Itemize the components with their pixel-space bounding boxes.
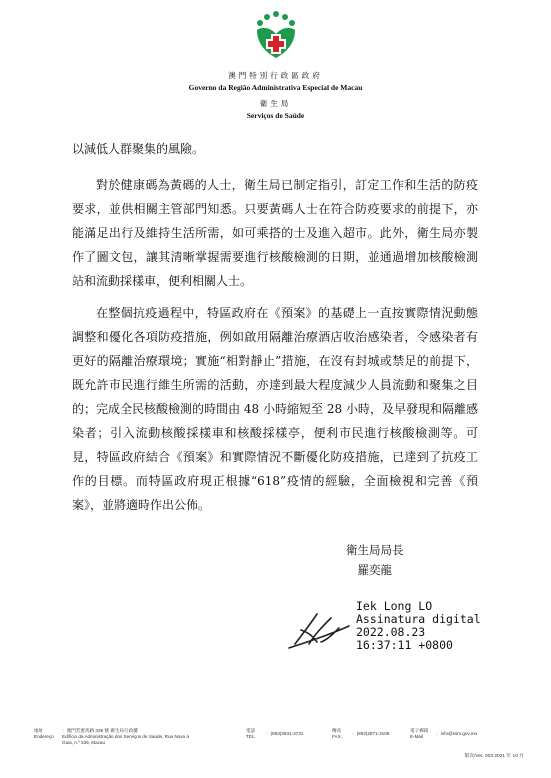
paragraph-1: 以減低人群聚集的風險。 <box>72 142 205 156</box>
footer-tel-label-pt: TEL. <box>246 734 256 739</box>
dept-name-zh: 衛生局 <box>259 99 292 108</box>
digital-sig-line-2: Assinatura digital <box>356 612 481 626</box>
footer-version: 版次/Ver. 003 2021 年 10 月 <box>464 754 524 759</box>
footer-fax-label-zh: 傳真 <box>332 728 342 733</box>
digital-sig-line-3: 2022.08.23 <box>356 625 426 639</box>
signatory-block <box>346 540 404 580</box>
footer-fax: (853)2871-3105 <box>356 731 390 736</box>
footer-email-label-pt: E-Mail <box>410 734 424 739</box>
paragraph-2: 對於健康碼為黃碼的人士，衛生局已制定指引，訂定工作和生活的防疫要求，並供相關主管部門知悉。只要黃碼人士在符合防疫要求的前提下，亦能滿足出行及維持生活所需，如可乘搭的士及進入超市。此外，衛生局亦製作了圖文包，讓其清晰掌握需要進行核酸檢測的日期，並通過增加核酸檢測站和流動採樣車，便利相關人士。 <box>72 178 478 288</box>
footer-address-pt-1: Edifício da Administração dos Serviços de Saúde, Rua Nova à <box>62 734 189 739</box>
footer-address-label-zh: 地址 <box>34 728 44 733</box>
digital-signature-stamp <box>356 600 481 652</box>
signatory-name: 羅奕龍 <box>357 563 392 577</box>
footer-address-label-pt: Endereço <box>34 734 54 739</box>
health-bureau-logo-icon <box>253 10 299 60</box>
footer-email: info@ssm.gov.mo <box>440 731 478 736</box>
footer-tel-label-zh: 電話 <box>246 728 256 733</box>
gov-name-zh: 澳門特別行政區政府 <box>228 71 323 80</box>
gov-name-pt: Governo da Região Administrativa Especial de Macau <box>188 83 363 92</box>
footer-tel: (853)2831-3731 <box>270 731 304 736</box>
dept-name-pt: Serviços de Saúde <box>246 111 305 120</box>
paragraph-3: 在整個抗疫過程中，特區政府在《預案》的基礎上一直按實際情況動態調整和優化各項防疫措施，例如啟用隔離治療酒店收治感染者，令感染者有更好的隔離治療環境；實施“相對靜止”措施，在沒有封城或禁足的前提下，既允許市民進行維生所需的活動，亦達到最大程度減少人員流動和聚集之目的；完成全民核酸檢測的時間由 48 小時縮短至 28 小時，及早發現和隔離感染者；引入流動核酸採樣車和核酸採樣亭，便利市民進行核酸檢測等。可見，特區政府結合《預案》和實際情況不斷優化防疫措施，已達到了抗疫工作的目標。而特區政府現正根據“618”疫情的經驗，全面檢視和完善《預案》，並將適時作出公佈。 <box>72 306 478 512</box>
digital-sig-line-4: 16:37:11 +0800 <box>356 638 453 652</box>
footer-address-zh: ：澳門若憲馬路 339 號 衛生局行政樓 <box>62 728 138 733</box>
footer-fax-label-pt: FAX. <box>332 734 342 739</box>
footer-address-pt-2: Guia, n.º 339, Macau <box>62 740 106 745</box>
digital-sig-line-1: Iek Long LO <box>356 599 433 613</box>
signatory-title: 衛生局局長 <box>346 543 404 557</box>
letterhead <box>0 10 551 120</box>
handwritten-signature-icon <box>287 596 351 652</box>
footer-email-label-zh: 電子郵箱 <box>410 728 429 733</box>
